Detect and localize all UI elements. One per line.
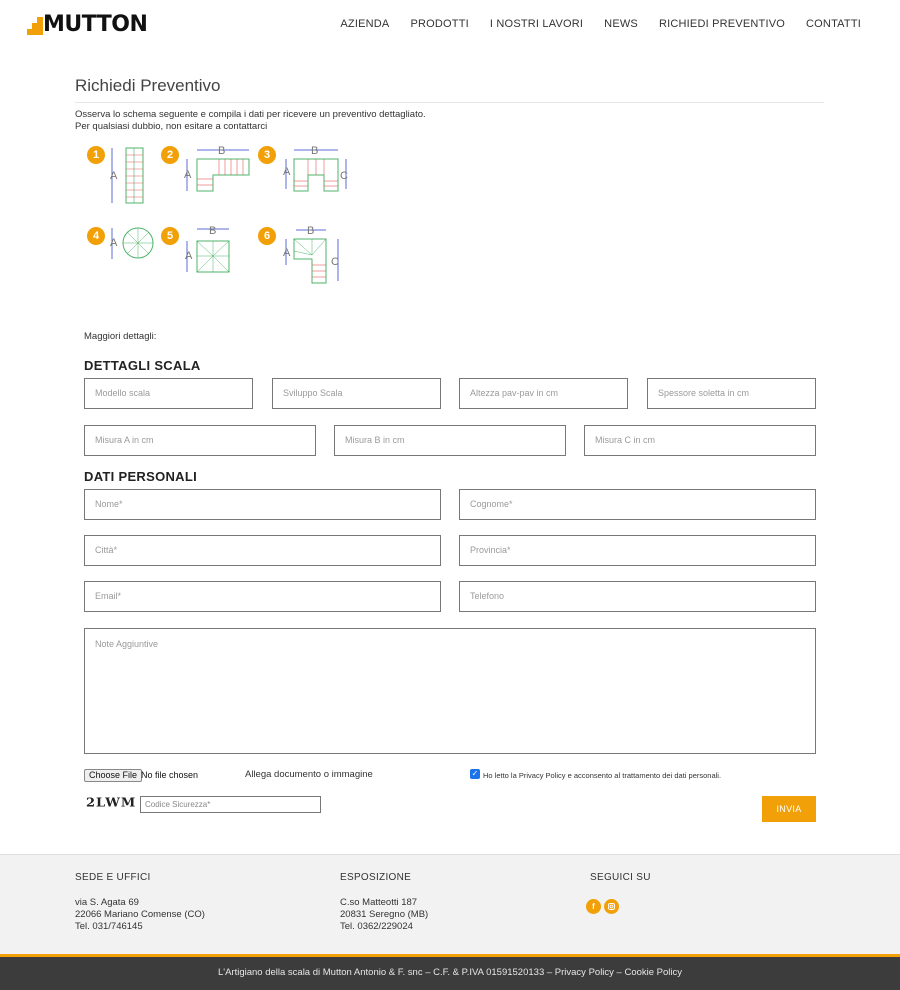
sviluppo-scala-input[interactable] (272, 378, 441, 409)
title-divider (75, 102, 824, 103)
section-title-scala: DETTAGLI SCALA (84, 358, 201, 373)
footer-col-social (590, 872, 651, 897)
misura-c-input[interactable] (584, 425, 816, 456)
scheme-6-label-b: B (307, 225, 315, 237)
footer-bottom-bar (0, 957, 900, 990)
nome-input[interactable] (84, 489, 441, 520)
scheme-3-label-a: A (283, 166, 291, 178)
misura-a-placeholder: Misura A in cm (95, 435, 154, 445)
choose-file-button[interactable]: Choose File (84, 769, 142, 782)
sviluppo-scala-placeholder: Sviluppo Scala (283, 388, 343, 398)
footer-sede-title: SEDE E UFFICI (75, 872, 151, 883)
scheme-5-label-b: B (209, 225, 217, 237)
scheme-6-label-a: A (283, 247, 291, 259)
scheme-2-label-b: B (218, 145, 226, 157)
file-status: No file chosen (141, 770, 199, 780)
scheme-badge-1: 1 (87, 146, 105, 164)
intro-line-1: Osserva lo schema seguente e compila i dati per ricevere un preventivo dettagliato. (75, 109, 426, 120)
provincia-placeholder: Provincia* (470, 545, 511, 555)
scheme-3-label-b: B (311, 145, 319, 157)
altezza-input[interactable] (459, 378, 628, 409)
misura-b-input[interactable] (334, 425, 566, 456)
more-details-label: Maggiori dettagli: (84, 331, 157, 342)
nav-item-news[interactable]: NEWS (604, 18, 638, 30)
note-textarea[interactable] (84, 628, 816, 754)
scheme-3-label-c: C (340, 170, 348, 182)
scheme-badge-5: 5 (161, 227, 179, 245)
footer-col-sede (75, 872, 205, 933)
attach-label: Allega documento o immagine (245, 769, 373, 780)
footer-sede-phone[interactable]: Tel. 031/746145 (75, 921, 143, 932)
intro-line-2: Per qualsiasi dubbio, non esitare a contattarci (75, 121, 268, 132)
site-footer (0, 854, 900, 954)
misura-c-placeholder: Misura C in cm (595, 435, 656, 445)
logo[interactable] (27, 13, 147, 37)
scheme-badge-3: 3 (258, 146, 276, 164)
cognome-placeholder: Cognome* (470, 499, 513, 509)
scheme-4-label-a: A (110, 237, 118, 249)
note-placeholder: Note Aggiuntive (95, 639, 159, 649)
page-title: Richiedi Preventivo (75, 76, 221, 95)
footer-social-title: SEGUICI SU (590, 872, 651, 883)
nav-item-azienda[interactable]: AZIENDA (340, 18, 390, 30)
footer-esposizione-city: 20831 Seregno (MB) (340, 909, 429, 920)
scheme-badge-6: 6 (258, 227, 276, 245)
modello-scala-placeholder: Modello scala (95, 388, 151, 398)
site-header (0, 0, 900, 50)
misura-b-placeholder: Misura B in cm (345, 435, 405, 445)
spessore-placeholder: Spessore soletta in cm (658, 388, 750, 398)
instagram-icon[interactable] (604, 899, 619, 914)
section-title-personali: DATI PERSONALI (84, 469, 198, 484)
scheme-1-label-a: A (110, 170, 118, 182)
citta-input[interactable] (84, 535, 441, 566)
footer-esposizione-address: C.so Matteotti 187 (340, 897, 418, 908)
altezza-placeholder: Altezza pav-pav in cm (470, 388, 559, 398)
security-code-input[interactable] (140, 796, 321, 813)
cognome-input[interactable] (459, 489, 816, 520)
submit-button[interactable]: INVIA (762, 796, 816, 822)
telefono-input[interactable] (459, 581, 816, 612)
scheme-6-label-c: C (331, 256, 339, 268)
security-code-placeholder: Codice Sicurezza* (145, 800, 211, 809)
provincia-input[interactable] (459, 535, 816, 566)
captcha-image (86, 796, 138, 814)
footer-esposizione-title: ESPOSIZIONE (340, 872, 412, 883)
scheme-badge-2: 2 (161, 146, 179, 164)
footer-sede-address: via S. Agata 69 (75, 897, 139, 908)
privacy-label: Ho letto la Privacy Policy e acconsento al trattamento dei dati personali. (483, 771, 722, 780)
citta-placeholder: Città* (95, 545, 118, 555)
nav-item-prodotti[interactable]: PRODOTTI (410, 18, 469, 30)
scheme-badge-4: 4 (87, 227, 105, 245)
modello-scala-input[interactable] (84, 378, 253, 409)
spessore-input[interactable] (647, 378, 816, 409)
privacy-checkbox[interactable]: ✓ (471, 769, 479, 778)
telefono-placeholder: Telefono (470, 591, 505, 601)
logo-text: MUTTON (43, 12, 148, 37)
footer-esposizione-phone[interactable]: Tel. 0362/229024 (340, 921, 413, 932)
email-placeholder: Email* (95, 591, 122, 601)
nav-item-lavori[interactable]: I NOSTRI LAVORI (489, 18, 584, 30)
main-nav (340, 18, 861, 30)
footer-bottom-text: L'Artigiano della scala di Mutton Antonio & F. snc – C.F. & P.IVA 01591520133 – Privacy Policy – Cookie Policy (217, 967, 683, 978)
scheme-2-label-a: A (184, 169, 192, 181)
footer-col-esposizione (340, 872, 428, 933)
intro-text (75, 109, 426, 133)
nav-item-preventivo[interactable]: RICHIEDI PREVENTIVO (658, 18, 786, 30)
scheme-5-label-a: A (185, 250, 193, 262)
footer-sede-city: 22066 Mariano Comense (CO) (75, 909, 205, 920)
email-input[interactable] (84, 581, 441, 612)
logo-stair-icon (27, 15, 43, 35)
nav-item-contatti[interactable]: CONTATTI (806, 18, 861, 30)
captcha-text: 2LWM (86, 796, 137, 811)
nome-placeholder: Nome* (95, 499, 123, 509)
misura-a-input[interactable] (84, 425, 316, 456)
facebook-icon[interactable]: f (586, 899, 601, 914)
